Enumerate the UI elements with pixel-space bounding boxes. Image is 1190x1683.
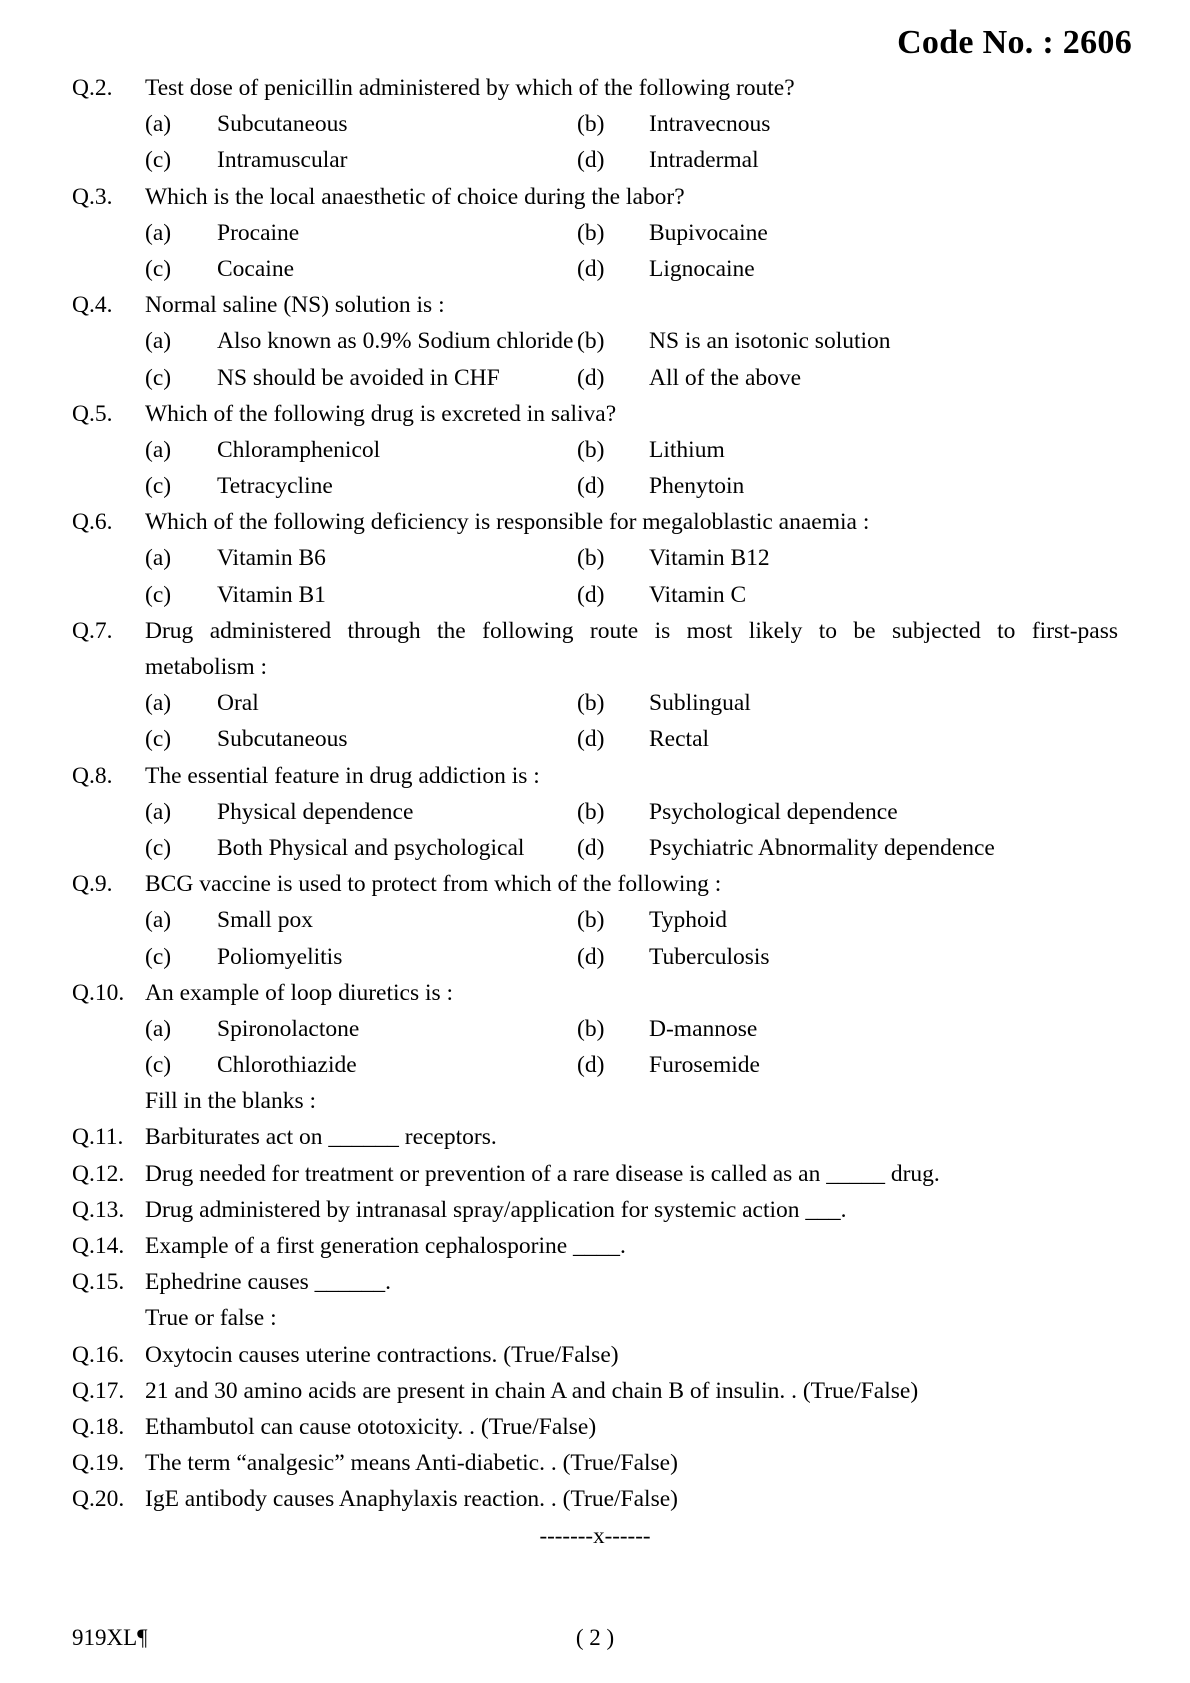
question-text: Which of the following drug is excreted in saliva? [145, 400, 617, 427]
option-label: (a) [145, 907, 172, 934]
option-row [72, 540, 1118, 576]
option-text: Chlorothiazide [217, 1052, 357, 1079]
option-text: D-mannose [649, 1015, 758, 1042]
question-row [72, 613, 1118, 649]
option-label: (a) [145, 690, 172, 717]
option-text: Both Physical and psychological [217, 834, 525, 861]
question-row [72, 1119, 1118, 1155]
option-text: Spironolactone [217, 1015, 360, 1042]
option-row [72, 360, 1118, 396]
option-text: Intramuscular [217, 147, 348, 174]
question-text: Which of the following deficiency is responsible for megaloblastic anaemia : [145, 509, 870, 536]
question-number: Q.6. [72, 509, 113, 536]
option-text: Chloramphenicol [217, 436, 381, 463]
question-number: Q.10. [72, 979, 125, 1006]
question-text: 21 and 30 amino acids are present in chain A and chain B of insulin. . (True/False) [145, 1377, 919, 1404]
option-row [72, 794, 1118, 830]
question-number: Q.20. [72, 1486, 125, 1513]
option-text: Typhoid [649, 907, 727, 934]
option-label: (b) [577, 111, 605, 138]
question-number: Q.2. [72, 75, 113, 101]
question-row [72, 975, 1118, 1011]
option-text: Procaine [217, 219, 300, 246]
option-row [72, 106, 1118, 142]
code-number: Code No. : 2606 [897, 24, 1132, 61]
section-heading-fill-blanks [72, 1083, 1118, 1119]
option-label: (c) [145, 147, 172, 174]
option-label: (d) [577, 1052, 605, 1079]
option-label: (d) [577, 147, 605, 174]
option-label: (b) [577, 690, 605, 717]
question-number: Q.19. [72, 1450, 125, 1477]
question-number: Q.14. [72, 1233, 125, 1259]
question-text: Oxytocin causes uterine contractions. (True/False) [145, 1341, 619, 1368]
footer-code: 919XL¶ [72, 1625, 148, 1650]
question-text: Example of a first generation cephalosporine ____. [145, 1233, 626, 1259]
option-label: (c) [145, 1052, 172, 1079]
question-number: Q.12. [72, 1160, 125, 1187]
question-row [72, 1337, 1118, 1373]
option-row [72, 685, 1118, 721]
option-row [72, 142, 1118, 178]
option-label: (c) [145, 364, 172, 391]
option-text: Sublingual [649, 690, 751, 717]
end-divider: -------x------ [539, 1523, 651, 1548]
option-row [72, 251, 1118, 287]
option-label: (c) [145, 834, 172, 861]
option-text: NS should be avoided in CHF [217, 364, 500, 391]
option-label: (b) [577, 545, 605, 572]
option-label: (d) [577, 834, 605, 861]
question-number: Q.18. [72, 1413, 125, 1440]
question-row [72, 866, 1118, 902]
option-label: (a) [145, 1015, 172, 1042]
option-text: Intravecnous [649, 111, 771, 138]
option-row [72, 939, 1118, 975]
option-text: Tetracycline [217, 473, 333, 500]
question-row [72, 1445, 1118, 1481]
option-label: (c) [145, 943, 172, 970]
question-text: Drug needed for treatment or prevention of a rare disease is called as an _____ drug. [145, 1160, 940, 1187]
question-text: The essential feature in drug addiction is : [145, 762, 540, 789]
option-label: (c) [145, 473, 172, 500]
option-text: Rectal [649, 726, 710, 753]
option-text: Furosemide [649, 1052, 760, 1079]
option-label: (a) [145, 111, 172, 138]
option-row [72, 902, 1118, 938]
question-row [72, 287, 1118, 323]
option-text: All of the above [649, 364, 802, 391]
question-text: IgE antibody causes Anaphylaxis reaction. . (True/False) [145, 1486, 678, 1513]
question-text: Ethambutol can cause ototoxicity. . (True/False) [145, 1413, 597, 1440]
option-label: (a) [145, 328, 172, 355]
option-row [72, 1047, 1118, 1083]
option-text: Subcutaneous [217, 726, 348, 753]
question-text: Normal saline (NS) solution is : [145, 292, 445, 319]
option-label: (c) [145, 581, 172, 608]
option-text: Vitamin B6 [217, 545, 326, 572]
question-paper-body [72, 70, 1118, 1518]
question-row [72, 758, 1118, 794]
question-row [72, 1192, 1118, 1228]
question-row [72, 504, 1118, 540]
option-label: (b) [577, 436, 605, 463]
option-row [72, 1011, 1118, 1047]
option-label: (a) [145, 436, 172, 463]
option-text: Vitamin B1 [217, 581, 326, 608]
option-label: (d) [577, 581, 605, 608]
question-number: Q.17. [72, 1377, 125, 1404]
option-text: Phenytoin [649, 473, 745, 500]
option-text: Poliomyelitis [217, 943, 343, 970]
option-text: Bupivocaine [649, 219, 768, 246]
question-text: Barbiturates act on ______ receptors. [145, 1124, 497, 1151]
option-text: Oral [217, 690, 259, 717]
question-text: The term “analgesic” means Anti-diabetic. . (True/False) [145, 1450, 678, 1477]
option-label: (d) [577, 473, 605, 500]
question-number: Q.5. [72, 400, 113, 427]
option-label: (a) [145, 545, 172, 572]
option-text: Small pox [217, 907, 313, 934]
question-row [72, 179, 1118, 215]
option-row [72, 323, 1118, 359]
option-text: Psychiatric Abnormality dependence [649, 834, 995, 861]
option-text: Subcutaneous [217, 111, 348, 138]
option-label: (d) [577, 943, 605, 970]
option-row [72, 432, 1118, 468]
question-text: Drug administered by intranasal spray/application for systemic action ___. [145, 1196, 847, 1223]
question-text-continued [72, 649, 1118, 685]
question-text: An example of loop diuretics is : [145, 979, 454, 1006]
option-label: (b) [577, 219, 605, 246]
option-row [72, 721, 1118, 757]
question-row [72, 1228, 1118, 1264]
question-number: Q.4. [72, 292, 113, 319]
question-row [72, 70, 1118, 106]
question-row [72, 1409, 1118, 1445]
option-text: Vitamin B12 [649, 545, 770, 572]
option-label: (b) [577, 798, 605, 825]
question-text: Ephedrine causes ______. [145, 1269, 392, 1296]
question-row [72, 1481, 1118, 1517]
question-number: Q.3. [72, 183, 113, 210]
option-text: Tuberculosis [649, 943, 770, 970]
option-label: (d) [577, 726, 605, 753]
option-label: (b) [577, 328, 605, 355]
option-text: NS is an isotonic solution [649, 328, 891, 355]
question-number: Q.15. [72, 1269, 125, 1296]
question-text: Drug administered through the following route is most likely to be subjected to first-pass [145, 617, 1118, 644]
page-number: ( 2 ) [575, 1625, 615, 1650]
question-row [72, 1156, 1118, 1192]
option-text: Physical dependence [217, 798, 414, 825]
option-row [72, 215, 1118, 251]
option-text: Lithium [649, 436, 725, 463]
question-text: Which is the local anaesthetic of choice during the labor? [145, 183, 685, 210]
question-number: Q.8. [72, 762, 113, 789]
question-row [72, 1264, 1118, 1300]
option-text: Cocaine [217, 255, 294, 282]
question-row [72, 1373, 1118, 1409]
option-label: (b) [577, 1015, 605, 1042]
section-heading-text: Fill in the blanks : [145, 1088, 317, 1115]
question-number: Q.9. [72, 871, 113, 898]
option-text: Psychological dependence [649, 798, 898, 825]
option-text: Intradermal [649, 147, 759, 174]
option-label: (d) [577, 255, 605, 282]
question-number: Q.16. [72, 1341, 125, 1368]
question-number: Q.11. [72, 1124, 124, 1151]
question-text: Test dose of penicillin administered by which of the following route? [145, 75, 795, 101]
question-text: BCG vaccine is used to protect from which of the following : [145, 871, 722, 898]
question-text-line2: metabolism : [145, 654, 268, 680]
section-heading-text: True or false : [145, 1305, 277, 1332]
option-label: (c) [145, 255, 172, 282]
question-number: Q.13. [72, 1196, 125, 1223]
option-label: (b) [577, 907, 605, 934]
option-label: (a) [145, 219, 172, 246]
question-number: Q.7. [72, 617, 113, 644]
option-label: (c) [145, 726, 172, 753]
option-row [72, 830, 1118, 866]
option-text: Also known as 0.9% Sodium chloride [217, 328, 574, 355]
option-row [72, 468, 1118, 504]
option-label: (a) [145, 798, 172, 825]
option-row [72, 577, 1118, 613]
section-heading-true-false [72, 1300, 1118, 1336]
option-text: Lignocaine [649, 255, 755, 282]
option-text: Vitamin C [649, 581, 747, 608]
question-row [72, 396, 1118, 432]
option-label: (d) [577, 364, 605, 391]
